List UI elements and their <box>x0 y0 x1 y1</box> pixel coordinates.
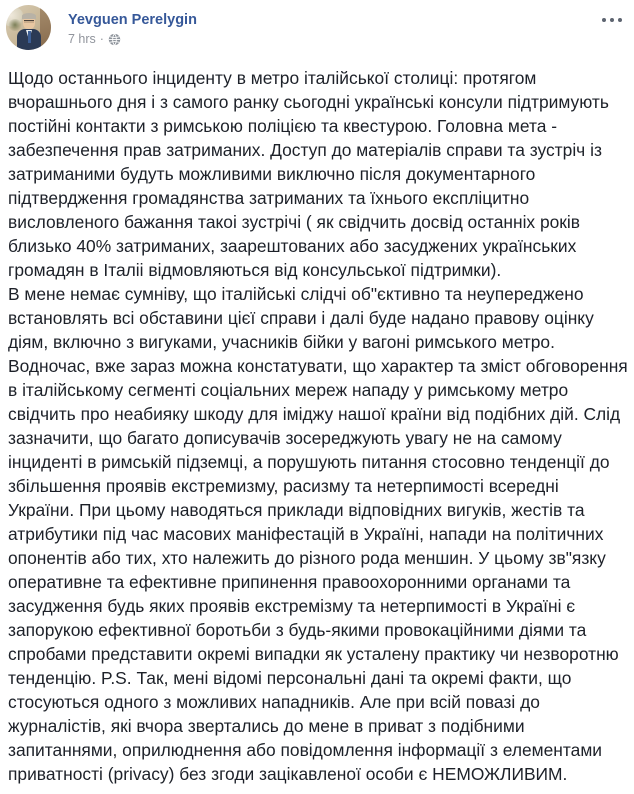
post-paragraph: В мене немає сумніву, що італійські слідчі об"єктивно та неупереджено встановлять всі обставини цієї справи і далі буде надано правову оцінку діям, включно з вигуками, учасників бійки у вагоні римського метро. <box>8 284 594 352</box>
avatar-hair <box>22 13 36 19</box>
ellipsis-icon <box>602 18 606 22</box>
post-paragraph: Водночас, вже зараз можна констатувати, що характер та зміст обговорення в італійському сегменті соціальних мереж нападу у римському метро свідчить про неабияку шкоду для іміджу нашої країни від подібних дій. Слід зазначити, що багато дописувачів зосереджують увагу не на самому інциденті в римській підземці, а порушують питання стосовно тенденції до збільшення проявів екстремизму, расизму та нетерпимості всередні України. При цьому наводяться приклади відповідних вигуків, жестів та атрибутики під час масових маніфестацій в Україні, напади на політичних опонентів або тих, хто належить до різного рода меншин. У цьому зв"язку оперативне та ефективне припинення правоохоронними органами та засудження будь яких проявів екстремізму та нетерпимості в Україні є запорукою ефективної боротьби з будь-якими провокаційними діями та спробами представити окремі випадки як усталену практику чи незворотню тенденцію. P.S. Так, мені відомі персональні дані та окремі факти, що стосуються одного з можливих нападників. Але при всій повазі до журналістів, які вчора звертались до мене в приват з подібними запитаннями, оприлюднення або повідомлення інформації з елементами приватності (privacy) без згоди зацікавленої особи є НЕМОЖЛИВИМ. <box>8 356 628 784</box>
avatar-tie <box>28 31 31 43</box>
ellipsis-icon <box>618 18 622 22</box>
avatar-glasses <box>24 20 34 23</box>
header-meta <box>68 5 197 46</box>
timestamp-link[interactable]: 7 hrs <box>68 32 96 47</box>
post-subline <box>68 32 197 46</box>
avatar[interactable] <box>6 5 51 50</box>
globe-icon <box>108 33 121 46</box>
post-paragraph: Щодо останнього інциденту в метро італійської столиці: протягом вчорашнього дня і з самого ранку сьогодні українські консули підтримують постійні контакти з римською поліцією та квестурою. Головна мета - забезпечення прав затриманих. Доступ до матеріалів справи та зустріч із затриманими будуть можливими виключно після документарного підтвердження громадянства затриманих та їхнього експліцитно висловленого бажання такоі зустрічі ( як свідчить досвід останніх років близько 40% затриманих, заарештованих або засуджених українських громадян в Італіі відмовляються від консульської підтримки). <box>8 68 609 280</box>
avatar-background-panel <box>40 5 51 50</box>
post-options-button[interactable] <box>592 5 622 28</box>
author-link[interactable]: Yevguen Perelygin <box>68 12 197 28</box>
ellipsis-icon <box>610 18 614 22</box>
post-header <box>0 0 634 50</box>
post-text <box>0 50 634 786</box>
timestamp-separator: · <box>99 32 104 47</box>
